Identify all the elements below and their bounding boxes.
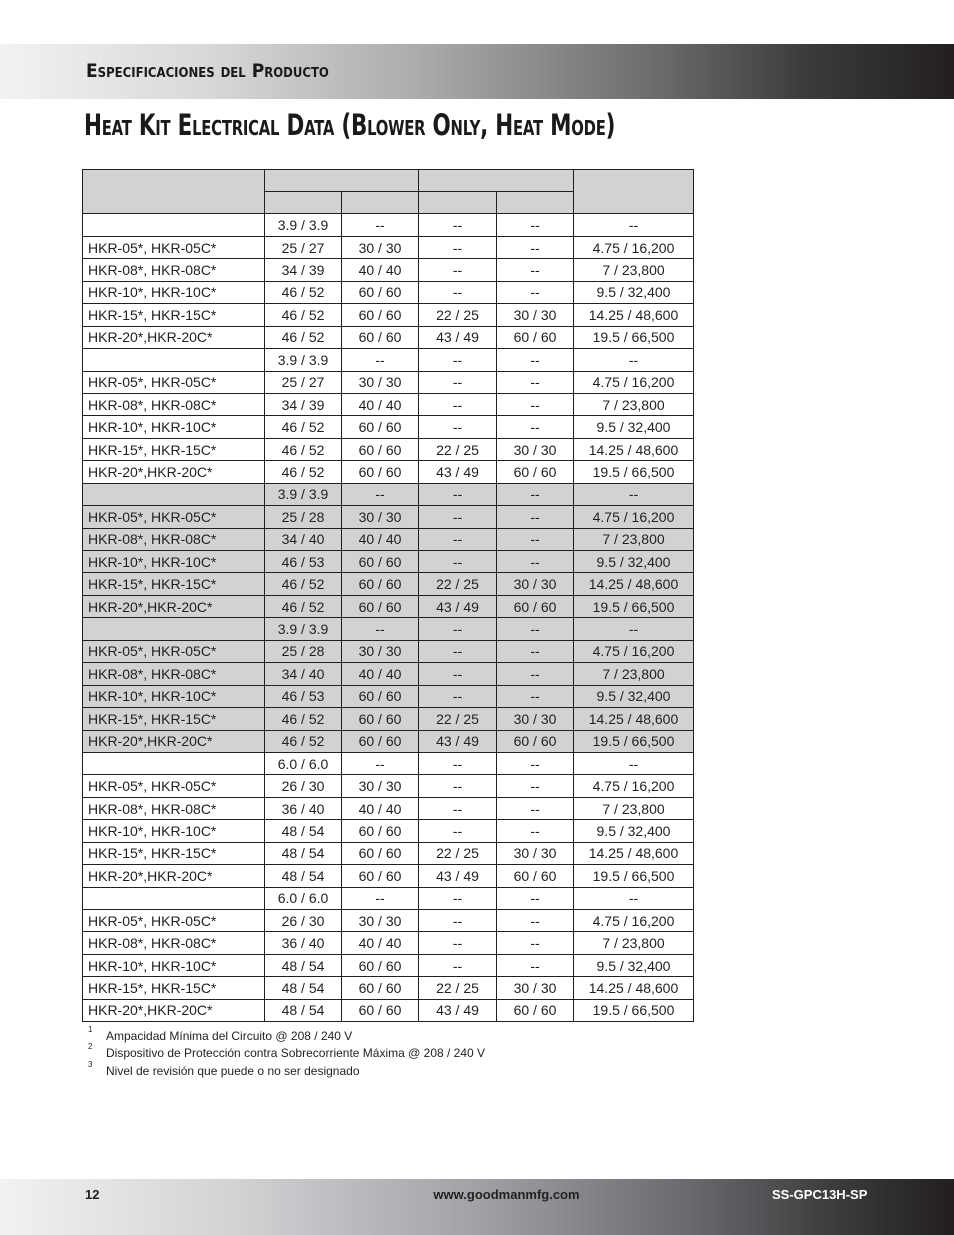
model-cell: HKR-08*, HKR-08C* — [83, 393, 265, 415]
value-cell: 30 / 30 — [497, 438, 574, 460]
value-cell: -- — [419, 281, 497, 303]
model-cell: HKR-05*, HKR-05C* — [83, 371, 265, 393]
value-cell: 9.5 / 32,400 — [574, 820, 694, 842]
value-cell: 60 / 60 — [342, 416, 419, 438]
value-cell: 3.9 / 3.9 — [265, 618, 342, 640]
value-cell: 4.75 / 16,200 — [574, 910, 694, 932]
value-cell: 48 / 54 — [265, 842, 342, 864]
value-cell: -- — [419, 393, 497, 415]
value-cell: 30 / 30 — [342, 775, 419, 797]
value-cell: -- — [419, 349, 497, 371]
value-cell: 30 / 30 — [342, 910, 419, 932]
table-row — [83, 528, 694, 550]
value-cell: 43 / 49 — [419, 865, 497, 887]
table-row — [83, 708, 694, 730]
model-cell — [83, 214, 265, 236]
model-cell: HKR-10*, HKR-10C* — [83, 551, 265, 573]
value-cell: -- — [419, 416, 497, 438]
model-cell — [83, 483, 265, 505]
table-row — [83, 797, 694, 819]
table-row — [83, 349, 694, 371]
value-cell: 43 / 49 — [419, 999, 497, 1021]
value-cell: -- — [419, 551, 497, 573]
table-row — [83, 685, 694, 707]
model-cell: HKR-15*, HKR-15C* — [83, 438, 265, 460]
model-cell: HKR-05*, HKR-05C* — [83, 506, 265, 528]
footnote-text: Ampacidad Mínima del Circuito @ 208 / 240 V — [106, 1029, 353, 1043]
value-cell: -- — [419, 236, 497, 258]
model-cell: HKR-15*, HKR-15C* — [83, 708, 265, 730]
value-cell: 30 / 30 — [497, 304, 574, 326]
table-row — [83, 999, 694, 1021]
value-cell: 40 / 40 — [342, 393, 419, 415]
value-cell: 26 / 30 — [265, 775, 342, 797]
value-cell: -- — [342, 752, 419, 774]
table-row — [83, 977, 694, 999]
table-row — [83, 775, 694, 797]
value-cell: 48 / 54 — [265, 977, 342, 999]
value-cell: 60 / 60 — [342, 954, 419, 976]
value-cell: 40 / 40 — [342, 932, 419, 954]
model-cell: HKR-08*, HKR-08C* — [83, 663, 265, 685]
value-cell: 46 / 52 — [265, 438, 342, 460]
section-title: Especificaciones del Producto — [86, 60, 329, 82]
value-cell: -- — [342, 887, 419, 909]
value-cell: 46 / 52 — [265, 326, 342, 348]
table-row — [83, 640, 694, 662]
value-cell: 14.25 / 48,600 — [574, 304, 694, 326]
model-cell: HKR-08*, HKR-08C* — [83, 528, 265, 550]
model-cell: HKR-10*, HKR-10C* — [83, 281, 265, 303]
value-cell: -- — [419, 685, 497, 707]
value-cell: 60 / 60 — [342, 865, 419, 887]
model-cell: HKR-05*, HKR-05C* — [83, 775, 265, 797]
value-cell: -- — [497, 371, 574, 393]
model-cell: HKR-15*, HKR-15C* — [83, 573, 265, 595]
value-cell: 43 / 49 — [419, 326, 497, 348]
value-cell: -- — [419, 887, 497, 909]
value-cell: -- — [497, 887, 574, 909]
value-cell: 9.5 / 32,400 — [574, 551, 694, 573]
table-row — [83, 954, 694, 976]
value-cell: -- — [419, 506, 497, 528]
value-cell: -- — [574, 214, 694, 236]
value-cell: -- — [419, 214, 497, 236]
value-cell: 46 / 53 — [265, 685, 342, 707]
value-cell: 60 / 60 — [342, 573, 419, 595]
table-header-cell — [83, 170, 265, 214]
table-header-cell — [419, 170, 574, 192]
value-cell: 46 / 52 — [265, 416, 342, 438]
model-cell: HKR-10*, HKR-10C* — [83, 820, 265, 842]
table-row — [83, 416, 694, 438]
value-cell: -- — [342, 349, 419, 371]
value-cell: -- — [574, 618, 694, 640]
value-cell: 9.5 / 32,400 — [574, 281, 694, 303]
value-cell: 30 / 30 — [342, 506, 419, 528]
table-header-cell — [574, 170, 694, 214]
value-cell: 3.9 / 3.9 — [265, 349, 342, 371]
value-cell: 7 / 23,800 — [574, 663, 694, 685]
value-cell: 46 / 53 — [265, 551, 342, 573]
value-cell: 25 / 28 — [265, 506, 342, 528]
table-row — [83, 573, 694, 595]
model-cell: HKR-20*,HKR-20C* — [83, 730, 265, 752]
value-cell: -- — [419, 797, 497, 819]
value-cell: 4.75 / 16,200 — [574, 775, 694, 797]
value-cell: -- — [497, 954, 574, 976]
value-cell: 7 / 23,800 — [574, 932, 694, 954]
value-cell: -- — [419, 663, 497, 685]
table-header-cell — [497, 192, 574, 214]
value-cell: 46 / 52 — [265, 573, 342, 595]
table-header-cell — [265, 192, 342, 214]
table-row — [83, 461, 694, 483]
model-cell: HKR-20*,HKR-20C* — [83, 595, 265, 617]
value-cell: -- — [497, 663, 574, 685]
value-cell: 46 / 52 — [265, 595, 342, 617]
value-cell: -- — [342, 214, 419, 236]
model-cell: HKR-15*, HKR-15C* — [83, 304, 265, 326]
table-row — [83, 595, 694, 617]
value-cell: 34 / 39 — [265, 259, 342, 281]
value-cell: 43 / 49 — [419, 730, 497, 752]
value-cell: 46 / 52 — [265, 461, 342, 483]
value-cell: -- — [574, 483, 694, 505]
footer-page-number: 12 — [85, 1187, 100, 1202]
model-cell — [83, 887, 265, 909]
value-cell: 25 / 27 — [265, 371, 342, 393]
value-cell: -- — [497, 214, 574, 236]
value-cell: -- — [419, 528, 497, 550]
model-cell: HKR-20*,HKR-20C* — [83, 865, 265, 887]
value-cell: 14.25 / 48,600 — [574, 438, 694, 460]
value-cell: 60 / 60 — [342, 281, 419, 303]
value-cell: -- — [497, 281, 574, 303]
model-cell: HKR-20*,HKR-20C* — [83, 461, 265, 483]
value-cell: -- — [497, 640, 574, 662]
value-cell: 4.75 / 16,200 — [574, 371, 694, 393]
value-cell: 34 / 39 — [265, 393, 342, 415]
value-cell: 60 / 60 — [342, 595, 419, 617]
value-cell: -- — [497, 236, 574, 258]
value-cell: -- — [497, 685, 574, 707]
value-cell: -- — [497, 349, 574, 371]
value-cell: -- — [419, 640, 497, 662]
model-cell: HKR-15*, HKR-15C* — [83, 977, 265, 999]
value-cell: 14.25 / 48,600 — [574, 842, 694, 864]
value-cell: 30 / 30 — [342, 236, 419, 258]
table-row — [83, 865, 694, 887]
value-cell: 43 / 49 — [419, 461, 497, 483]
value-cell: -- — [497, 820, 574, 842]
value-cell: 60 / 60 — [497, 865, 574, 887]
value-cell: 9.5 / 32,400 — [574, 416, 694, 438]
value-cell: 7 / 23,800 — [574, 393, 694, 415]
value-cell: -- — [497, 910, 574, 932]
model-cell: HKR-08*, HKR-08C* — [83, 797, 265, 819]
value-cell: 3.9 / 3.9 — [265, 214, 342, 236]
value-cell: 19.5 / 66,500 — [574, 730, 694, 752]
value-cell: 60 / 60 — [342, 999, 419, 1021]
value-cell: 7 / 23,800 — [574, 259, 694, 281]
value-cell: 7 / 23,800 — [574, 528, 694, 550]
value-cell: -- — [419, 259, 497, 281]
table-row — [83, 438, 694, 460]
model-cell: HKR-05*, HKR-05C* — [83, 640, 265, 662]
table-row — [83, 259, 694, 281]
value-cell: -- — [419, 752, 497, 774]
value-cell: 3.9 / 3.9 — [265, 483, 342, 505]
value-cell: 25 / 27 — [265, 236, 342, 258]
heat-kit-electrical-table — [82, 169, 694, 1022]
value-cell: 40 / 40 — [342, 528, 419, 550]
table-row — [83, 887, 694, 909]
value-cell: -- — [419, 371, 497, 393]
value-cell: 60 / 60 — [342, 326, 419, 348]
value-cell: 60 / 60 — [342, 461, 419, 483]
value-cell: 14.25 / 48,600 — [574, 708, 694, 730]
model-cell — [83, 349, 265, 371]
footnote-text: Dispositivo de Protección contra Sobrecorriente Máxima @ 208 / 240 V — [106, 1046, 486, 1061]
value-cell: 46 / 52 — [265, 281, 342, 303]
model-cell: HKR-20*,HKR-20C* — [83, 326, 265, 348]
value-cell: 9.5 / 32,400 — [574, 685, 694, 707]
footnote-number: 1 — [88, 1025, 93, 1034]
value-cell: -- — [497, 506, 574, 528]
value-cell: -- — [419, 483, 497, 505]
table-row — [83, 304, 694, 326]
value-cell: 60 / 60 — [497, 595, 574, 617]
table-row — [83, 618, 694, 640]
value-cell: 4.75 / 16,200 — [574, 640, 694, 662]
value-cell: 60 / 60 — [342, 438, 419, 460]
value-cell: 43 / 49 — [419, 595, 497, 617]
model-cell — [83, 618, 265, 640]
value-cell: 30 / 30 — [342, 371, 419, 393]
footnote-number: 2 — [88, 1042, 93, 1052]
value-cell: 40 / 40 — [342, 259, 419, 281]
value-cell: 36 / 40 — [265, 932, 342, 954]
value-cell: 60 / 60 — [342, 708, 419, 730]
table-row — [83, 551, 694, 573]
value-cell: 40 / 40 — [342, 663, 419, 685]
value-cell: -- — [574, 887, 694, 909]
table-row — [83, 730, 694, 752]
value-cell: -- — [497, 551, 574, 573]
value-cell: 60 / 60 — [497, 730, 574, 752]
value-cell: 9.5 / 32,400 — [574, 954, 694, 976]
footer-url: www.goodmanmfg.com — [433, 1187, 580, 1202]
value-cell: 48 / 54 — [265, 865, 342, 887]
value-cell: 14.25 / 48,600 — [574, 977, 694, 999]
value-cell: -- — [497, 483, 574, 505]
value-cell: -- — [419, 910, 497, 932]
value-cell: -- — [419, 932, 497, 954]
value-cell: 14.25 / 48,600 — [574, 573, 694, 595]
value-cell: 60 / 60 — [342, 730, 419, 752]
value-cell: 19.5 / 66,500 — [574, 999, 694, 1021]
value-cell: -- — [574, 752, 694, 774]
value-cell: 60 / 60 — [342, 551, 419, 573]
value-cell: 22 / 25 — [419, 977, 497, 999]
value-cell: 60 / 60 — [342, 685, 419, 707]
model-cell: HKR-10*, HKR-10C* — [83, 685, 265, 707]
value-cell: 34 / 40 — [265, 528, 342, 550]
table-row — [83, 393, 694, 415]
table-row — [83, 910, 694, 932]
value-cell: 26 / 30 — [265, 910, 342, 932]
footer-doc-code: SS-GPC13H-SP — [772, 1187, 868, 1202]
value-cell: 60 / 60 — [342, 842, 419, 864]
value-cell: 30 / 30 — [497, 573, 574, 595]
model-cell: HKR-05*, HKR-05C* — [83, 236, 265, 258]
model-cell: HKR-10*, HKR-10C* — [83, 416, 265, 438]
table-row — [83, 820, 694, 842]
value-cell: 40 / 40 — [342, 797, 419, 819]
value-cell: 22 / 25 — [419, 842, 497, 864]
value-cell: -- — [497, 932, 574, 954]
value-cell: 34 / 40 — [265, 663, 342, 685]
value-cell: 19.5 / 66,500 — [574, 595, 694, 617]
value-cell: 60 / 60 — [497, 461, 574, 483]
table-row — [83, 236, 694, 258]
value-cell: 6.0 / 6.0 — [265, 752, 342, 774]
value-cell: 22 / 25 — [419, 304, 497, 326]
value-cell: -- — [419, 775, 497, 797]
value-cell: 7 / 23,800 — [574, 797, 694, 819]
table-row — [83, 326, 694, 348]
value-cell: 48 / 54 — [265, 954, 342, 976]
value-cell: 30 / 30 — [497, 977, 574, 999]
value-cell: 46 / 52 — [265, 730, 342, 752]
value-cell: 60 / 60 — [497, 999, 574, 1021]
table-row — [83, 932, 694, 954]
table-row — [83, 214, 694, 236]
model-cell: HKR-08*, HKR-08C* — [83, 259, 265, 281]
value-cell: -- — [574, 349, 694, 371]
value-cell: 30 / 30 — [497, 842, 574, 864]
table-header-cell — [265, 170, 419, 192]
table-row — [83, 506, 694, 528]
value-cell: 4.75 / 16,200 — [574, 236, 694, 258]
value-cell: -- — [497, 775, 574, 797]
value-cell: 30 / 30 — [342, 640, 419, 662]
value-cell: 19.5 / 66,500 — [574, 326, 694, 348]
value-cell: 60 / 60 — [342, 820, 419, 842]
footnote-text: Nivel de revisión que puede o no ser designado — [106, 1063, 360, 1078]
model-cell — [83, 752, 265, 774]
value-cell: -- — [342, 483, 419, 505]
table-row — [83, 281, 694, 303]
value-cell: -- — [419, 618, 497, 640]
footnote-number: 3 — [88, 1059, 93, 1069]
value-cell: 46 / 52 — [265, 708, 342, 730]
value-cell: 4.75 / 16,200 — [574, 506, 694, 528]
value-cell: 48 / 54 — [265, 820, 342, 842]
table-row — [83, 752, 694, 774]
value-cell: 30 / 30 — [497, 708, 574, 730]
model-cell: HKR-15*, HKR-15C* — [83, 842, 265, 864]
model-cell: HKR-20*,HKR-20C* — [83, 999, 265, 1021]
value-cell: -- — [497, 618, 574, 640]
value-cell: -- — [497, 259, 574, 281]
value-cell: -- — [497, 752, 574, 774]
value-cell: 48 / 54 — [265, 999, 342, 1021]
model-cell: HKR-05*, HKR-05C* — [83, 910, 265, 932]
value-cell: 22 / 25 — [419, 573, 497, 595]
table-header-cell — [342, 192, 419, 214]
value-cell: 60 / 60 — [497, 326, 574, 348]
value-cell: 6.0 / 6.0 — [265, 887, 342, 909]
value-cell: -- — [342, 618, 419, 640]
value-cell: -- — [497, 528, 574, 550]
value-cell: -- — [419, 820, 497, 842]
table-row — [83, 842, 694, 864]
value-cell: 19.5 / 66,500 — [574, 461, 694, 483]
value-cell: 19.5 / 66,500 — [574, 865, 694, 887]
value-cell: -- — [497, 416, 574, 438]
table-row — [83, 663, 694, 685]
model-cell: HKR-08*, HKR-08C* — [83, 932, 265, 954]
table-header-cell — [419, 192, 497, 214]
page-title: Heat Kit Electrical Data (Blower Only, Heat Mode) — [84, 108, 616, 142]
value-cell: 60 / 60 — [342, 977, 419, 999]
value-cell: -- — [497, 797, 574, 819]
value-cell: 22 / 25 — [419, 708, 497, 730]
value-cell: -- — [497, 393, 574, 415]
table-row — [83, 371, 694, 393]
table-body — [83, 214, 694, 1022]
table-row — [83, 483, 694, 505]
value-cell: 36 / 40 — [265, 797, 342, 819]
value-cell: 46 / 52 — [265, 304, 342, 326]
value-cell: 22 / 25 — [419, 438, 497, 460]
value-cell: 25 / 28 — [265, 640, 342, 662]
model-cell: HKR-10*, HKR-10C* — [83, 954, 265, 976]
value-cell: -- — [419, 954, 497, 976]
value-cell: 60 / 60 — [342, 304, 419, 326]
